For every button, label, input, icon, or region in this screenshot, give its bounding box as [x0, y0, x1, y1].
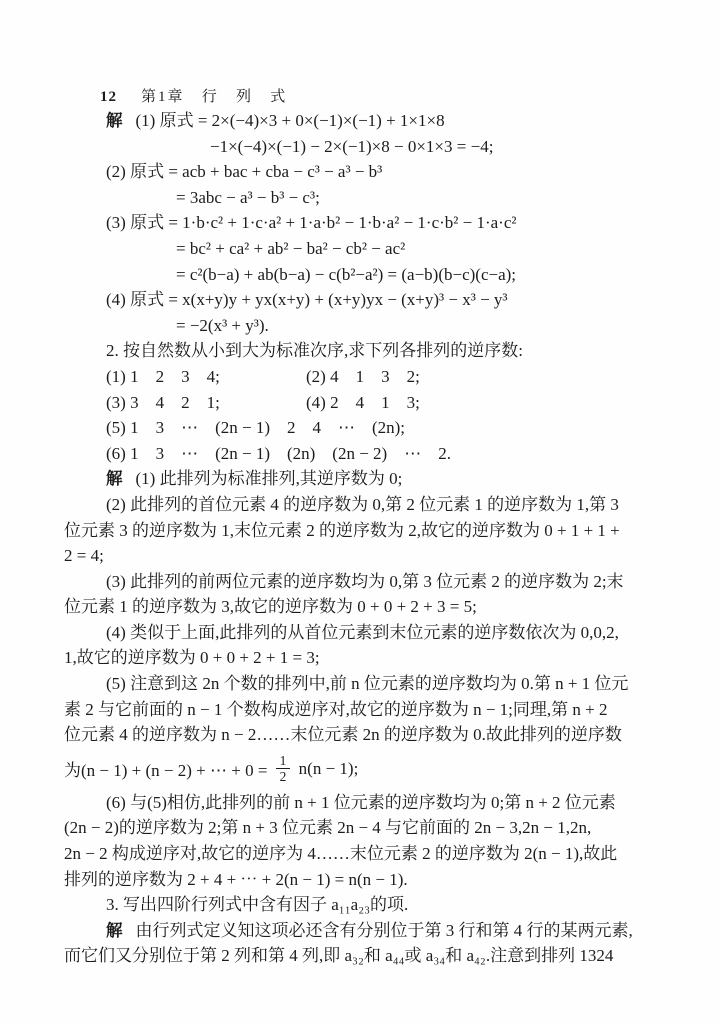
- solution2-line-2a: [64, 492, 664, 518]
- permutation-item: (2) 4 1 3 2;: [306, 366, 420, 386]
- solution1-line-4b: [64, 313, 664, 339]
- formula-text: (4) 原式 = x(x+y)y + yx(x+y) + (x+y)yx − (x+y)³ − x³ − y³: [106, 290, 508, 310]
- solution-text: 由行列式定义知这项必还含有分别位于第 3 行和第 4 行的某两元素,: [135, 920, 633, 940]
- page-number: 12: [100, 89, 117, 105]
- permutation-item: (6) 1 3 ⋯ (2n − 1) (2n) (2n − 2) ⋯ 2.: [106, 443, 451, 463]
- formula-text: (2) 原式 = acb + bac + cba − c³ − a³ − b³: [106, 162, 383, 182]
- solution-text: 排列的逆序数为 2 + 4 + ⋯ + 2(n − 1) = n(n − 1).: [64, 869, 408, 889]
- solution3-line-1: [64, 918, 664, 944]
- solution-text: 位元素 3 的逆序数为 1,末位元素 2 的逆序数为 2,故它的逆序数为 0 + 1 + 1 +: [64, 520, 620, 540]
- solution2-line-5a: [64, 671, 664, 697]
- formula-text: n(n − 1);: [294, 758, 359, 778]
- solution2-line-3b: [64, 594, 664, 620]
- solution-text: (6) 与(5)相仿,此排列的前 n + 1 位元素的逆序数均为 0;第 n + 2 位元素: [106, 792, 616, 812]
- solution-text: (4) 类似于上面,此排列的从首位元素到末位元素的逆序数依次为 0,0,2,: [106, 622, 619, 642]
- formula-text: 为(n − 1) + (n − 2) + ⋯ + 0 =: [64, 761, 272, 781]
- solution-text: 素 2 与它前面的 n − 1 个数构成逆序对,故它的逆序数为 n − 1;同理,第 n + 2: [64, 699, 608, 719]
- fraction-one-half: [276, 753, 291, 785]
- solution-text: 位元素 1 的逆序数为 3,故它的逆序数为 0 + 0 + 2 + 3 = 5;: [64, 597, 477, 617]
- page-body: [64, 108, 664, 969]
- formula-text: = bc² + ca² + ab² − ba² − cb² − ac²: [176, 238, 406, 258]
- solution-text: 而它们又分别位于第 2 列和第 4 列,即 a₃₂和 a₄₄或 a₃₄和 a₄₂.注意到排列 1324: [64, 946, 614, 966]
- solve-label: 解: [106, 470, 123, 489]
- solve-label: 解: [106, 921, 123, 940]
- solution2-line-2b: [64, 518, 664, 544]
- problem-text: 3. 写出四阶行列式中含有因子 a₁₁a₂₃的项.: [106, 895, 409, 915]
- solution2-line-1: [64, 466, 664, 492]
- solution-text: (2) 此排列的首位元素 4 的逆序数为 0,第 2 位元素 1 的逆序数为 1,第 3: [106, 494, 619, 514]
- permutation-item: (4) 2 4 1 3;: [306, 392, 420, 412]
- formula-text: = c²(b−a) + ab(b−a) − c(b²−a²) = (a−b)(b−c)(c−a);: [176, 264, 517, 284]
- solution2-line-3a: [64, 569, 664, 595]
- solution3-line-2: [64, 943, 664, 969]
- solution2-line-5b: [64, 697, 664, 723]
- solution1-line-2a: [64, 159, 664, 185]
- solution-text: 2 = 4;: [64, 546, 104, 566]
- solution2-line-6c: [64, 841, 664, 867]
- solution2-line-5d: [64, 748, 664, 790]
- solution-text: (5) 注意到这 2n 个数的排列中,前 n 位元素的逆序数均为 0.第 n + 1 位元: [106, 674, 629, 694]
- solution-text: (1) 此排列为标准排列,其逆序数为 0;: [135, 469, 403, 489]
- solution-text: (2n − 2)的逆序数为 2;第 n + 3 位元素 2n − 4 与它前面的 2n − 3,2n − 1,2n,: [64, 818, 592, 838]
- permutation-row-3: [64, 415, 664, 441]
- problem3-statement: [64, 892, 664, 918]
- fraction-numerator: 1: [276, 753, 291, 770]
- solution1-line-3a: [64, 210, 664, 236]
- solve-label: 解: [106, 112, 123, 130]
- solution-text: 2n − 2 构成逆序对,故它的逆序为 4……末位元素 2 的逆序数为 2(n − 1),故此: [64, 844, 618, 864]
- solution-text: 1,故它的逆序数为 0 + 0 + 2 + 1 = 3;: [64, 648, 320, 668]
- solution1-line-2b: [64, 185, 664, 211]
- chapter-title: 第1章 行 列 式: [141, 89, 288, 105]
- solution2-line-4a: [64, 620, 664, 646]
- permutation-row-4: [64, 441, 664, 467]
- permutation-item: (5) 1 3 ⋯ (2n − 1) 2 4 ⋯ (2n);: [106, 418, 406, 438]
- permutation-row-2: [64, 390, 664, 416]
- formula-text: (1) 原式 = 2×(−4)×3 + 0×(−1)×(−1) + 1×1×8: [135, 111, 445, 130]
- solution2-line-5c: [64, 722, 664, 748]
- permutation-item: (3) 3 4 2 1;: [106, 392, 220, 412]
- formula-text: −1×(−4)×(−1) − 2×(−1)×8 − 0×1×3 = −4;: [210, 136, 494, 156]
- solution1-line-3b: [64, 236, 664, 262]
- permutation-item: (1) 1 2 3 4;: [106, 366, 220, 386]
- formula-text: = −2(x³ + y³).: [176, 315, 269, 335]
- fraction-denominator: 2: [279, 769, 287, 785]
- problem-text: 2. 按自然数从小到大为标准次序,求下列各排列的逆序数:: [106, 341, 523, 361]
- problem2-statement: [64, 338, 664, 364]
- solution1-line-1b: [64, 134, 664, 160]
- formula-text: = 3abc − a³ − b³ − c³;: [176, 187, 320, 207]
- solution-text: (3) 此排列的前两位元素的逆序数均为 0,第 3 位元素 2 的逆序数为 2;末: [106, 571, 624, 591]
- solution2-line-6b: [64, 815, 664, 841]
- solution2-line-6d: [64, 867, 664, 893]
- permutation-row-1: [64, 364, 664, 390]
- solution1-line-1a: [64, 108, 664, 134]
- solution2-line-2c: [64, 543, 664, 569]
- solution-text: 位元素 4 的逆序数为 n − 2……末位元素 2n 的逆序数为 0.故此排列的逆序数: [64, 725, 622, 745]
- formula-text: (3) 原式 = 1·b·c² + 1·c·a² + 1·a·b² − 1·b·a² − 1·c·b² − 1·a·c²: [106, 213, 517, 233]
- solution2-line-4b: [64, 645, 664, 671]
- solution2-line-6a: [64, 790, 664, 816]
- solution1-line-3c: [64, 262, 664, 288]
- solution1-line-4a: [64, 287, 664, 313]
